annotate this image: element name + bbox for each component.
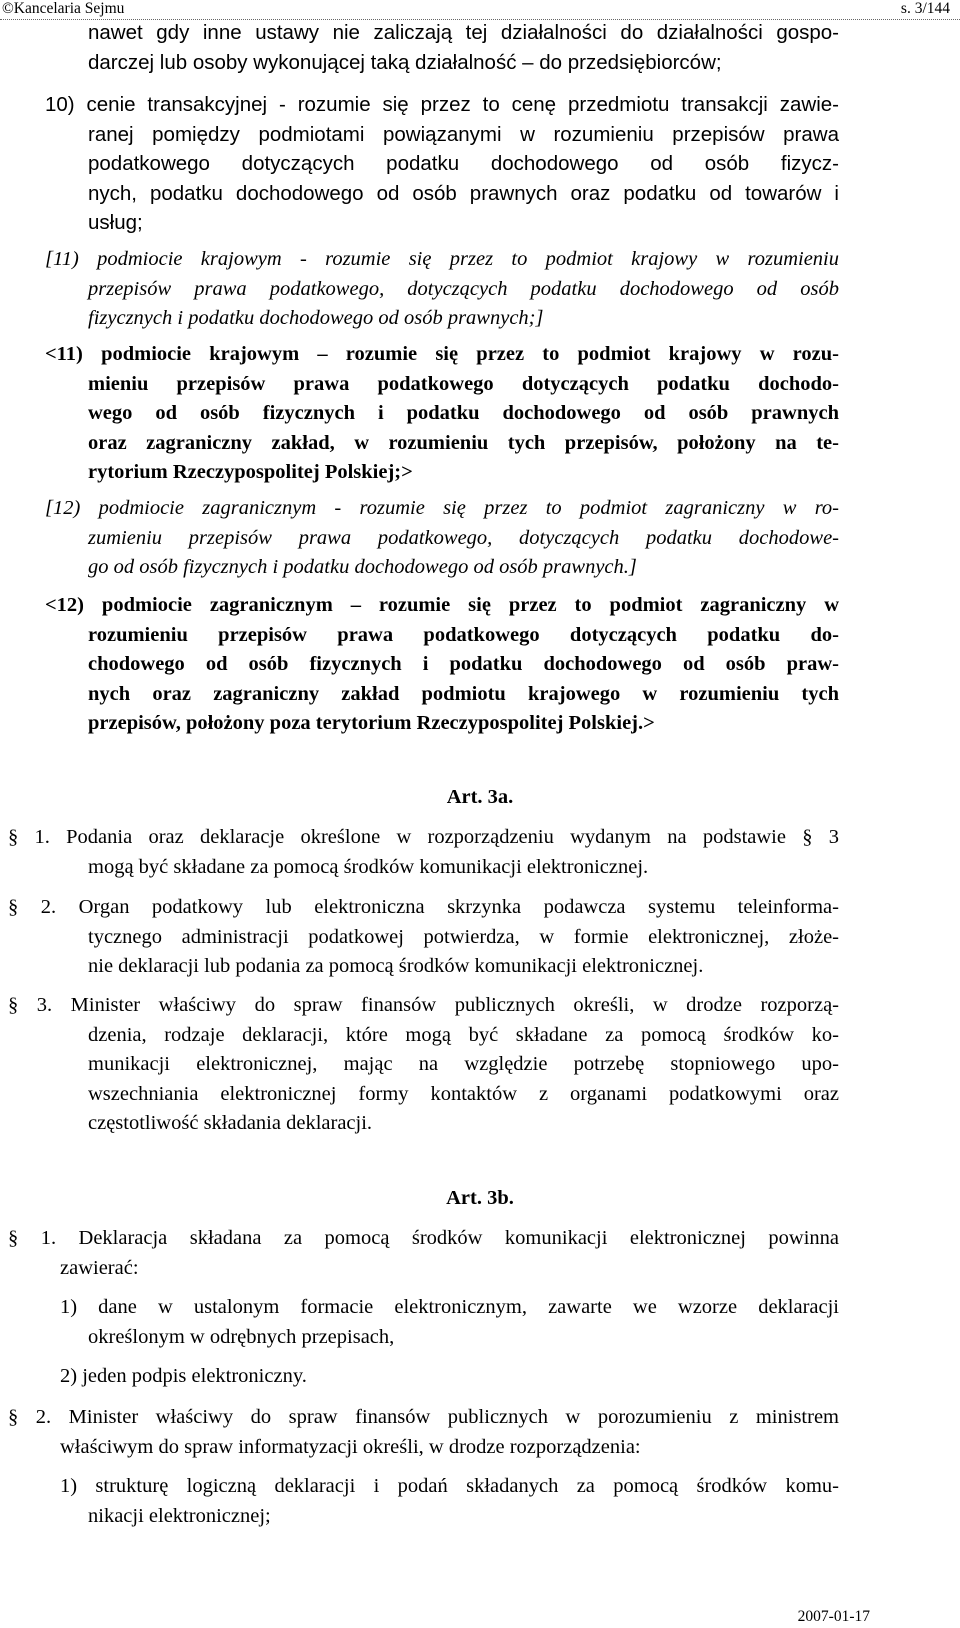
text-line: chodowego od osób fizycznych i podatku dochodowego od osób praw-	[88, 653, 839, 675]
text-line: 1) strukturę logiczną deklaracji i podań składanych za pomocą środków komu-	[60, 1475, 839, 1497]
text-line: zumieniu przepisów prawa podatkowego, dotyczących podatku dochodowe-	[88, 526, 839, 549]
text-line: <12) podmiocie zagranicznym – rozumie się przez to podmiot zagraniczny w	[45, 594, 839, 616]
article-heading-3b: Art. 3b.	[446, 1187, 514, 1209]
text-line: 2) jeden podpis elektroniczny.	[60, 1365, 307, 1387]
art3b-par-1	[8, 1224, 839, 1283]
text-line: § 1. Deklaracja składana za pomocą środków komunikacji elektronicznej powinna	[8, 1227, 839, 1249]
art3b-par-2-point-1	[60, 1472, 839, 1531]
footer-date: 2007-01-17	[797, 1608, 870, 1625]
definition-12-old	[45, 494, 839, 583]
text-line: § 2. Organ podatkowy lub elektroniczna skrzynka podawcza systemu teleinforma-	[8, 896, 839, 918]
header-copyright: ©Kancelaria Sejmu	[2, 0, 125, 17]
text-line: ranej pomiędzy podmiotami powiązanymi w rozumieniu przepisów prawa	[88, 122, 839, 146]
article-heading-3a: Art. 3a.	[446, 786, 514, 808]
text-line: usług;	[88, 211, 143, 234]
text-line: mieniu przepisów prawa podatkowego dotyczących podatku dochodo-	[88, 372, 839, 395]
text-line: oraz zagraniczny zakład, w rozumieniu tych przepisów, położony na te-	[88, 431, 839, 454]
text-line: zawierać:	[60, 1256, 139, 1279]
text-line: dzenia, rodzaje deklaracji, które mogą być składane za pomocą środków ko-	[88, 1023, 839, 1046]
art3b-par-1-point-2	[60, 1362, 839, 1392]
page-number: s. 3/144	[900, 0, 950, 17]
paragraph-continuation	[88, 18, 839, 77]
definition-11-new	[45, 340, 839, 488]
art3b-par-2	[8, 1403, 839, 1462]
text-line: nie deklaracji lub podania za pomocą środków komunikacji elektronicznej.	[88, 955, 704, 977]
text-line: nawet gdy inne ustawy nie zaliczają tej działalności do działalności gospo-	[88, 21, 839, 44]
text-line: rozumieniu przepisów prawa podatkowego dotyczących podatku do-	[88, 623, 839, 646]
text-line: § 2. Minister właściwy do spraw finansów publicznych w porozumieniu z ministrem	[8, 1406, 839, 1428]
text-line: darczej lub osoby wykonującej taką działalność – do przedsiębiorców;	[88, 50, 722, 74]
text-line: munikacji elektronicznej, mając na względzie potrzebę stopniowego upo-	[88, 1053, 839, 1075]
text-line: podatkowego dotyczących podatku dochodowego od osób fizycz-	[88, 152, 839, 175]
text-line: § 3. Minister właściwy do spraw finansów publicznych określi, w drodze rozporzą-	[8, 994, 839, 1016]
text-line: mogą być składane za pomocą środków komunikacji elektronicznej.	[88, 855, 649, 878]
art3a-par-1	[8, 823, 839, 882]
text-line: rytorium Rzeczypospolitej Polskiej;>	[88, 461, 413, 483]
text-line: go od osób fizycznych i podatku dochodowego od osób prawnych.]	[88, 556, 637, 578]
art3a-par-2	[8, 893, 839, 982]
text-line: nych oraz zagraniczny zakład podmiotu krajowego w rozumieniu tych	[88, 682, 839, 705]
definition-11-old	[45, 245, 839, 334]
text-line: 1) dane w ustalonym formacie elektronicznym, zawarte we wzorze deklaracji	[60, 1296, 839, 1318]
text-line: nikacji elektronicznej;	[88, 1504, 271, 1527]
text-line: [12) podmiocie zagranicznym - rozumie się przez to podmiot zagraniczny w ro-	[45, 497, 839, 519]
text-line: wszechniania elektronicznej formy kontaktów z organami podatkowymi oraz	[88, 1082, 839, 1105]
text-line: <11) podmiocie krajowym – rozumie się przez to podmiot krajowy w rozu-	[45, 343, 839, 365]
text-line: wego od osób fizycznych i podatku dochodowego od osób prawnych	[88, 402, 839, 424]
definition-12-new	[45, 591, 839, 739]
text-line: [11) podmiocie krajowym - rozumie się przez to podmiot krajowy w rozumieniu	[45, 248, 839, 270]
text-line: 10) cenie transakcyjnej - rozumie się przez to cenę przedmiotu transakcji zawie-	[45, 93, 839, 116]
text-line: przepisów prawa podatkowego, dotyczących podatku dochodowego od osób	[88, 277, 839, 300]
text-line: § 1. Podania oraz deklaracje określone w rozporządzeniu wydanym na podstawie § 3	[8, 826, 839, 848]
art3a-par-3	[8, 991, 839, 1139]
text-line: częstotliwość składania deklaracji.	[88, 1112, 373, 1134]
text-line: określonym w odrębnych przepisach,	[88, 1325, 395, 1348]
text-line: nych, podatku dochodowego od osób prawnych oraz podatku od towarów i	[88, 181, 839, 205]
definition-10	[45, 90, 839, 238]
text-line: przepisów, położony poza terytorium Rzeczypospolitej Polskiej.>	[88, 712, 655, 734]
text-line: fizycznych i podatku dochodowego od osób prawnych;]	[88, 307, 544, 329]
text-line: tycznego administracji podatkowej potwierdza, w formie elektronicznej, złoże-	[88, 925, 839, 948]
text-line: właściwym do spraw informatyzacji określi, w drodze rozporządzenia:	[60, 1435, 641, 1458]
art3b-par-1-point-1	[60, 1293, 839, 1352]
